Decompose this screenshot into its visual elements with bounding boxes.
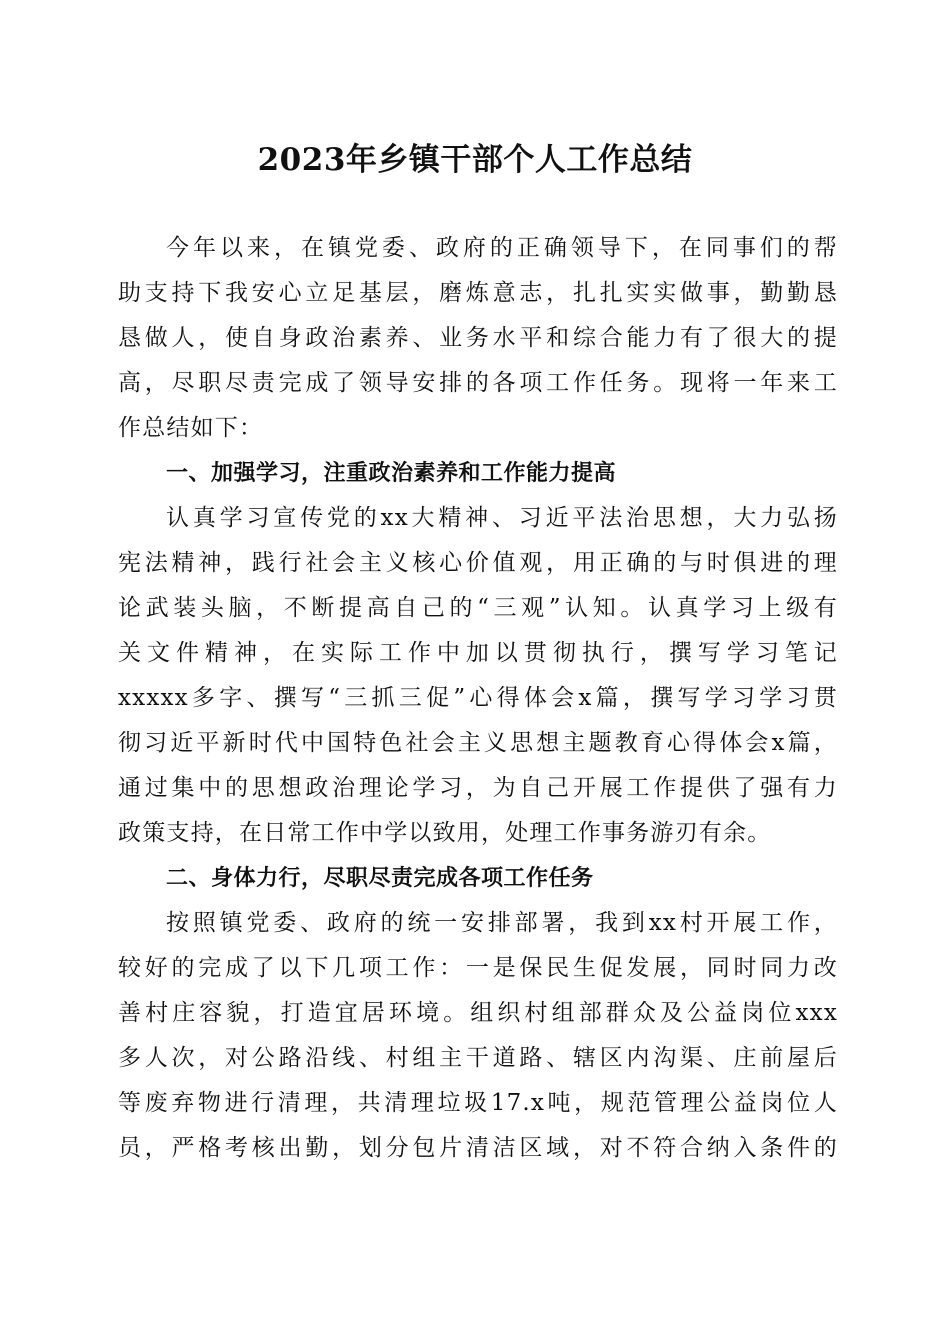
paragraph-line: 作总结如下： <box>118 415 264 441</box>
paragraph-line: 今年以来，在镇党委、政府的正确领导下，在同事们的帮 <box>166 235 838 261</box>
paragraph-line: 助支持下我安心立足基层，磨炼意志，扎扎实实做事，勤勤恳 <box>118 280 838 306</box>
paragraph-line: 等废弃物进行清理，共清理垃圾17.x吨，规范管理公益岗位人 <box>118 1090 838 1116</box>
section-heading-1: 一、加强学习，注重政治素养和工作能力提高 <box>166 461 617 486</box>
paragraph-line: 员，严格考核出勤，划分包片清洁区域，对不符合纳入条件的 <box>118 1135 838 1161</box>
paragraph-line: 政策支持，在日常工作中学以致用，处理工作事务游刃有余。 <box>118 820 772 846</box>
document-body <box>118 226 838 1171</box>
paragraph-line: 恳做人，使自身政治素养、业务水平和综合能力有了很大的提 <box>118 325 838 351</box>
document-title: 2023年乡镇干部个人工作总结 <box>257 142 693 178</box>
paragraph-line: 宪法精神，践行社会主义核心价值观，用正确的与时俱进的理 <box>118 550 838 576</box>
paragraph-line: 按照镇党委、政府的统一安排部署，我到xx村开展工作， <box>166 910 838 936</box>
paragraph-line: 彻习近平新时代中国特色社会主义思想主题教育心得体会x篇， <box>118 730 838 756</box>
paragraph-line: 高，尽职尽责完成了领导安排的各项工作任务。现将一年来工 <box>118 370 838 396</box>
paragraph-line: 通过集中的思想政治理论学习，为自己开展工作提供了强有力 <box>118 775 838 801</box>
paragraph-line: xxxxx多字、撰写“三抓三促”心得体会x篇，撰写学习学习贯 <box>118 685 838 711</box>
section-heading-2: 二、身体力行，尽职尽责完成各项工作任务 <box>166 866 594 891</box>
paragraph-line: 认真学习宣传党的xx大精神、习近平法治思想，大力弘扬 <box>166 505 838 531</box>
paragraph-line: 善村庄容貌，打造宜居环境。组织村组部群众及公益岗位xxx <box>118 1000 838 1026</box>
paragraph-line: 关文件精神，在实际工作中加以贯彻执行，撰写学习笔记 <box>118 640 838 666</box>
paragraph-line: 较好的完成了以下几项工作：一是保民生促发展，同时同力改 <box>118 955 838 981</box>
paragraph-line: 多人次，对公路沿线、村组主干道路、辖区内沟渠、庄前屋后 <box>118 1045 838 1071</box>
paragraph-line: 论武装头脑，不断提高自己的“三观”认知。认真学习上级有 <box>118 595 838 621</box>
